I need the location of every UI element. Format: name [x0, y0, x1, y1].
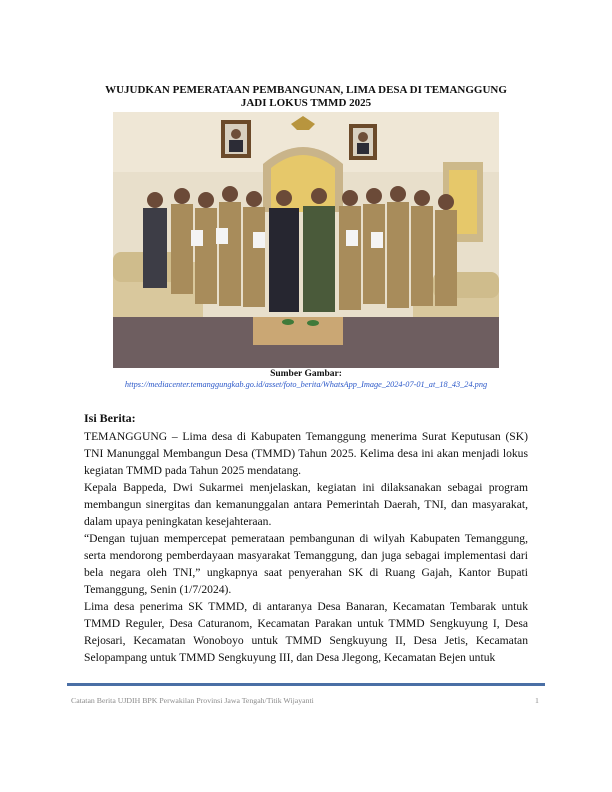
section-heading: Isi Berita: — [84, 411, 136, 425]
article-title — [70, 84, 542, 110]
image-source-link[interactable]: https://mediacenter.temanggungkab.go.id/asset/foto_berita/WhatsApp_Image_2024-07-01_at_18_43_24.png — [124, 380, 488, 389]
paragraph-4: Lima desa penerima SK TMMD, di antaranya Desa Banaran, Kecamatan Tembarak untuk TMMD Reguler, Desa Caturanom, Kecamatan Parakan untuk TMMD Sengkuyung I, Desa Rejosari, Kecamatan Wonoboyo untuk TMMD Sengkuyung II, Desa Jetis, Kecamatan Selopampang untuk TMMD Sengkuyung III, dan Desa Jlegong, Kecamatan Bejen untuk — [84, 600, 528, 664]
title-line-2: JADI LOKUS TMMD 2025 — [240, 97, 372, 109]
group-photo-illustration — [113, 112, 499, 368]
footer-text: Catatan Berita UJDIH BPK Perwakilan Provinsi Jawa Tengah/Titik Wijayanti — [71, 696, 314, 705]
article-body — [84, 428, 528, 666]
paragraph-2: Kepala Bappeda, Dwi Sukarmei menjelaskan, kegiatan ini dilaksanakan sebagai program membangun sinergitas dan kemanunggalan antara Pemerintah Daerah, TNI, dan masyarakat, dalam upaya peningkatan kesejahteraan. — [84, 481, 528, 528]
image-caption: Sumber Gambar: — [270, 369, 342, 379]
page-number: 1 — [535, 696, 539, 705]
title-line-1: WUJUDKAN PEMERATAAN PEMBANGUNAN, LIMA DESA DI TEMANGGUNG — [105, 84, 507, 96]
paragraph-3: “Dengan tujuan mempercepat pemerataan pembangunan di wilyah Kabupaten Temanggung, serta mendorong pemberdayaan masyarakat Temanggung, dan juga sebagai implementasi dari bela negara oleh TNI,” ungkapnya saat penyerahan SK di Ruang Gajah, Kantor Bupati Temanggung, Senin (1/7/2024). — [84, 532, 528, 596]
footer-rule — [67, 683, 545, 686]
paragraph-1: TEMANGGUNG – Lima desa di Kabupaten Temanggung menerima Surat Keputusan (SK) TNI Manunggal Membangun Desa (TMMD) Tahun 2025. Kelima desa ini akan menjadi lokus kegiatan TMMD pada Tahun 2025 mendatang. — [84, 430, 528, 477]
news-photo — [113, 112, 499, 368]
